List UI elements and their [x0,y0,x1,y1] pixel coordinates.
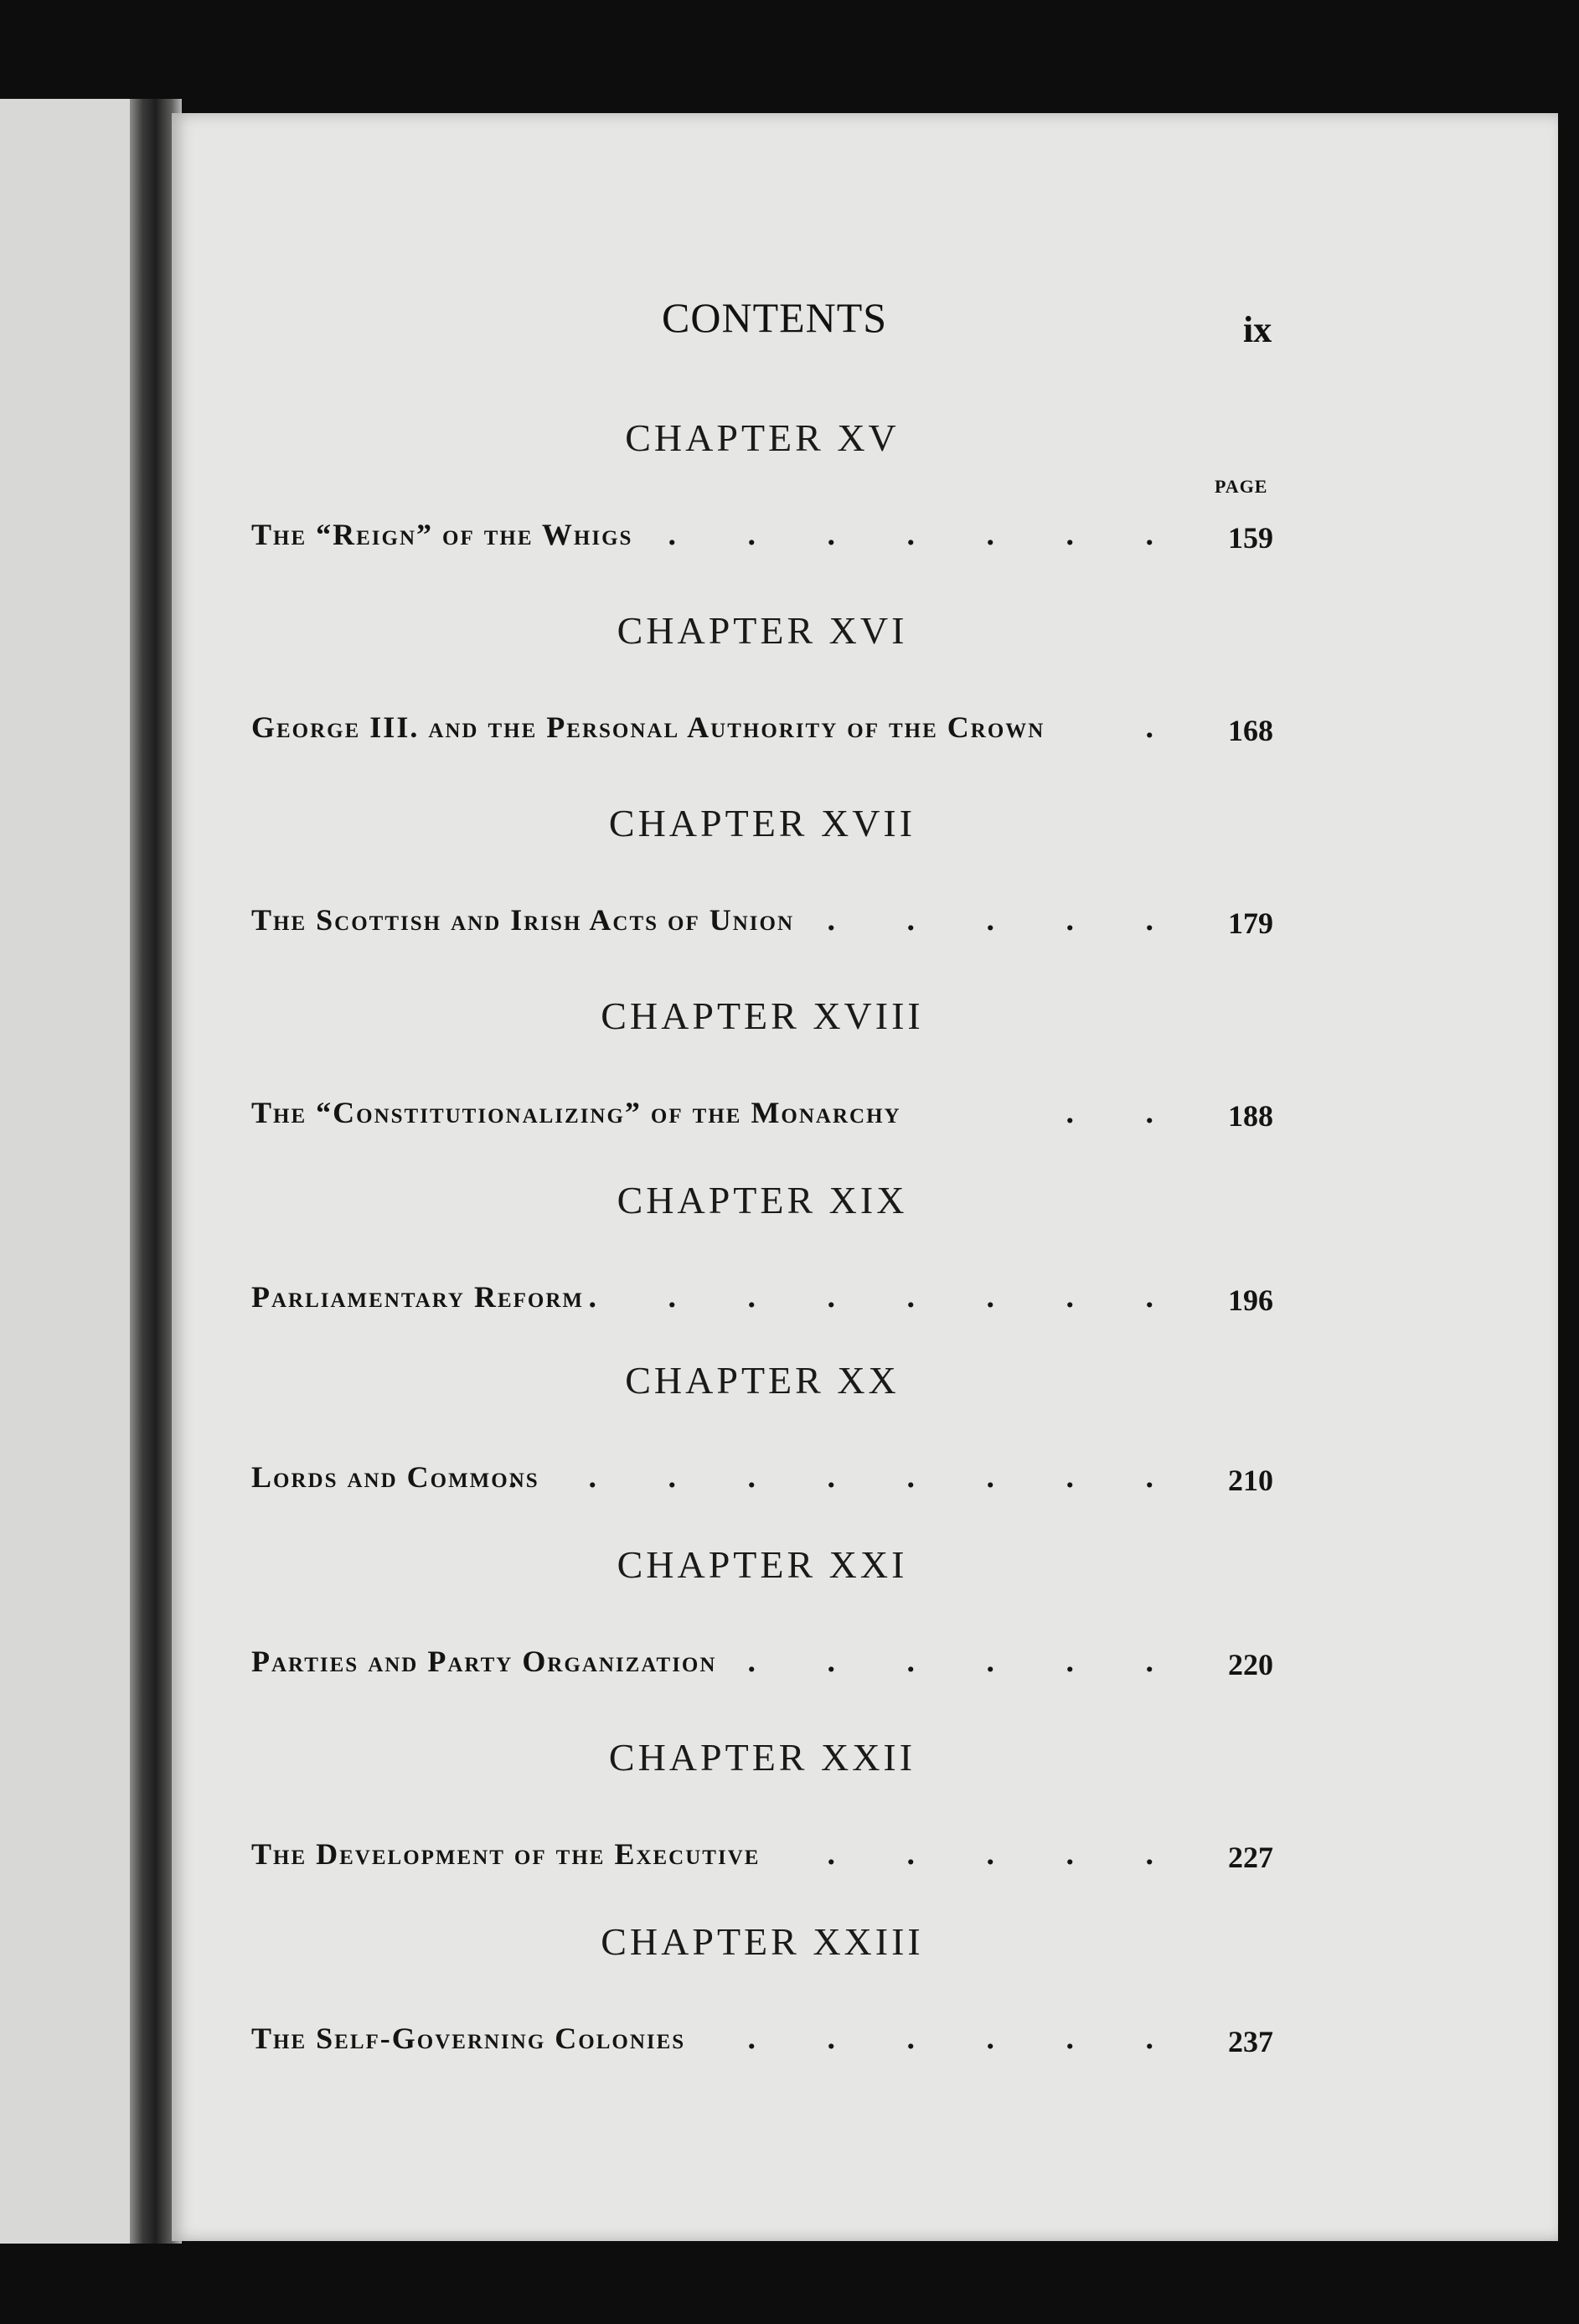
entry-page-number: 188 [1228,1099,1273,1133]
toc-entry [251,1454,1273,1500]
entry-page-number: 159 [1228,521,1273,555]
entry-title: Parliamentary Reform [251,1280,585,1314]
page-column-label: PAGE [1215,476,1268,497]
entry-title: The Scottish and Irish Acts of Union [251,903,795,937]
chapter-xxi [251,1542,1273,1684]
chapter-heading: CHAPTER XVII [608,802,916,844]
dot-leader: . . . . . . . [668,517,1185,552]
toc-entry [251,897,1273,943]
toc-entry [251,1090,1273,1135]
toc-entry [251,1639,1273,1684]
entry-page-number: 168 [1228,714,1273,747]
entry-page-number: 237 [1228,2025,1273,2058]
chapter-xviii [251,993,1273,1135]
chapter-xv [251,415,1273,557]
entry-title: The “Reign” of the Whigs [251,518,633,551]
dot-leader: . . . . . [827,902,1185,937]
chapter-xix [251,1177,1273,1320]
running-head: CONTENTS [662,294,888,341]
dot-leader: . . . . . . [747,2021,1185,2056]
entry-page-number: 210 [1228,1464,1273,1497]
entry-page-number: 179 [1228,906,1273,940]
entry-page-number: 227 [1228,1841,1273,1874]
chapter-xx [251,1357,1273,1500]
chapter-heading: CHAPTER XXII [608,1736,916,1779]
chapter-heading: CHAPTER XVI [617,609,908,652]
entry-title: George III. and the Personal Authority of the Crown [251,710,1045,744]
dot-leader: . . . . . [827,1836,1185,1872]
toc-entry [251,512,1273,557]
chapter-heading: CHAPTER XXIII [601,1920,924,1963]
toc-entry [251,2016,1273,2061]
toc-entry [251,705,1273,750]
toc-entry [251,1831,1273,1877]
entry-page-number: 220 [1228,1648,1273,1681]
entry-page-number: 196 [1228,1283,1273,1317]
chapter-xvii [251,800,1273,943]
chapter-xxii [251,1734,1273,1877]
dot-leader: . . . . . . [747,1644,1185,1679]
chapter-xxiii [251,1919,1273,2061]
dot-leader: . . [1066,1095,1185,1130]
entry-title: Lords and Commons [251,1460,539,1494]
chapter-xvi [251,607,1273,750]
toc-entry [251,1274,1273,1320]
chapter-heading: CHAPTER XV [625,416,900,459]
chapter-heading: CHAPTER XIX [617,1179,908,1221]
chapter-heading: CHAPTER XVIII [601,994,924,1037]
entry-title: The “Constitutionalizing” of the Monarchy [251,1096,901,1129]
chapter-heading: CHAPTER XXI [617,1543,908,1586]
dot-leader: . . . . . . . . . [508,1459,1185,1495]
entry-title: The Development of the Executive [251,1837,761,1871]
dot-leader: . [1145,710,1185,745]
chapter-heading: CHAPTER XX [625,1359,900,1402]
dot-leader: . . . . . . . . [588,1279,1185,1314]
page-number: ix [1243,309,1272,350]
entry-title: Parties and Party Organization [251,1645,717,1678]
entry-title: The Self-Governing Colonies [251,2022,686,2055]
